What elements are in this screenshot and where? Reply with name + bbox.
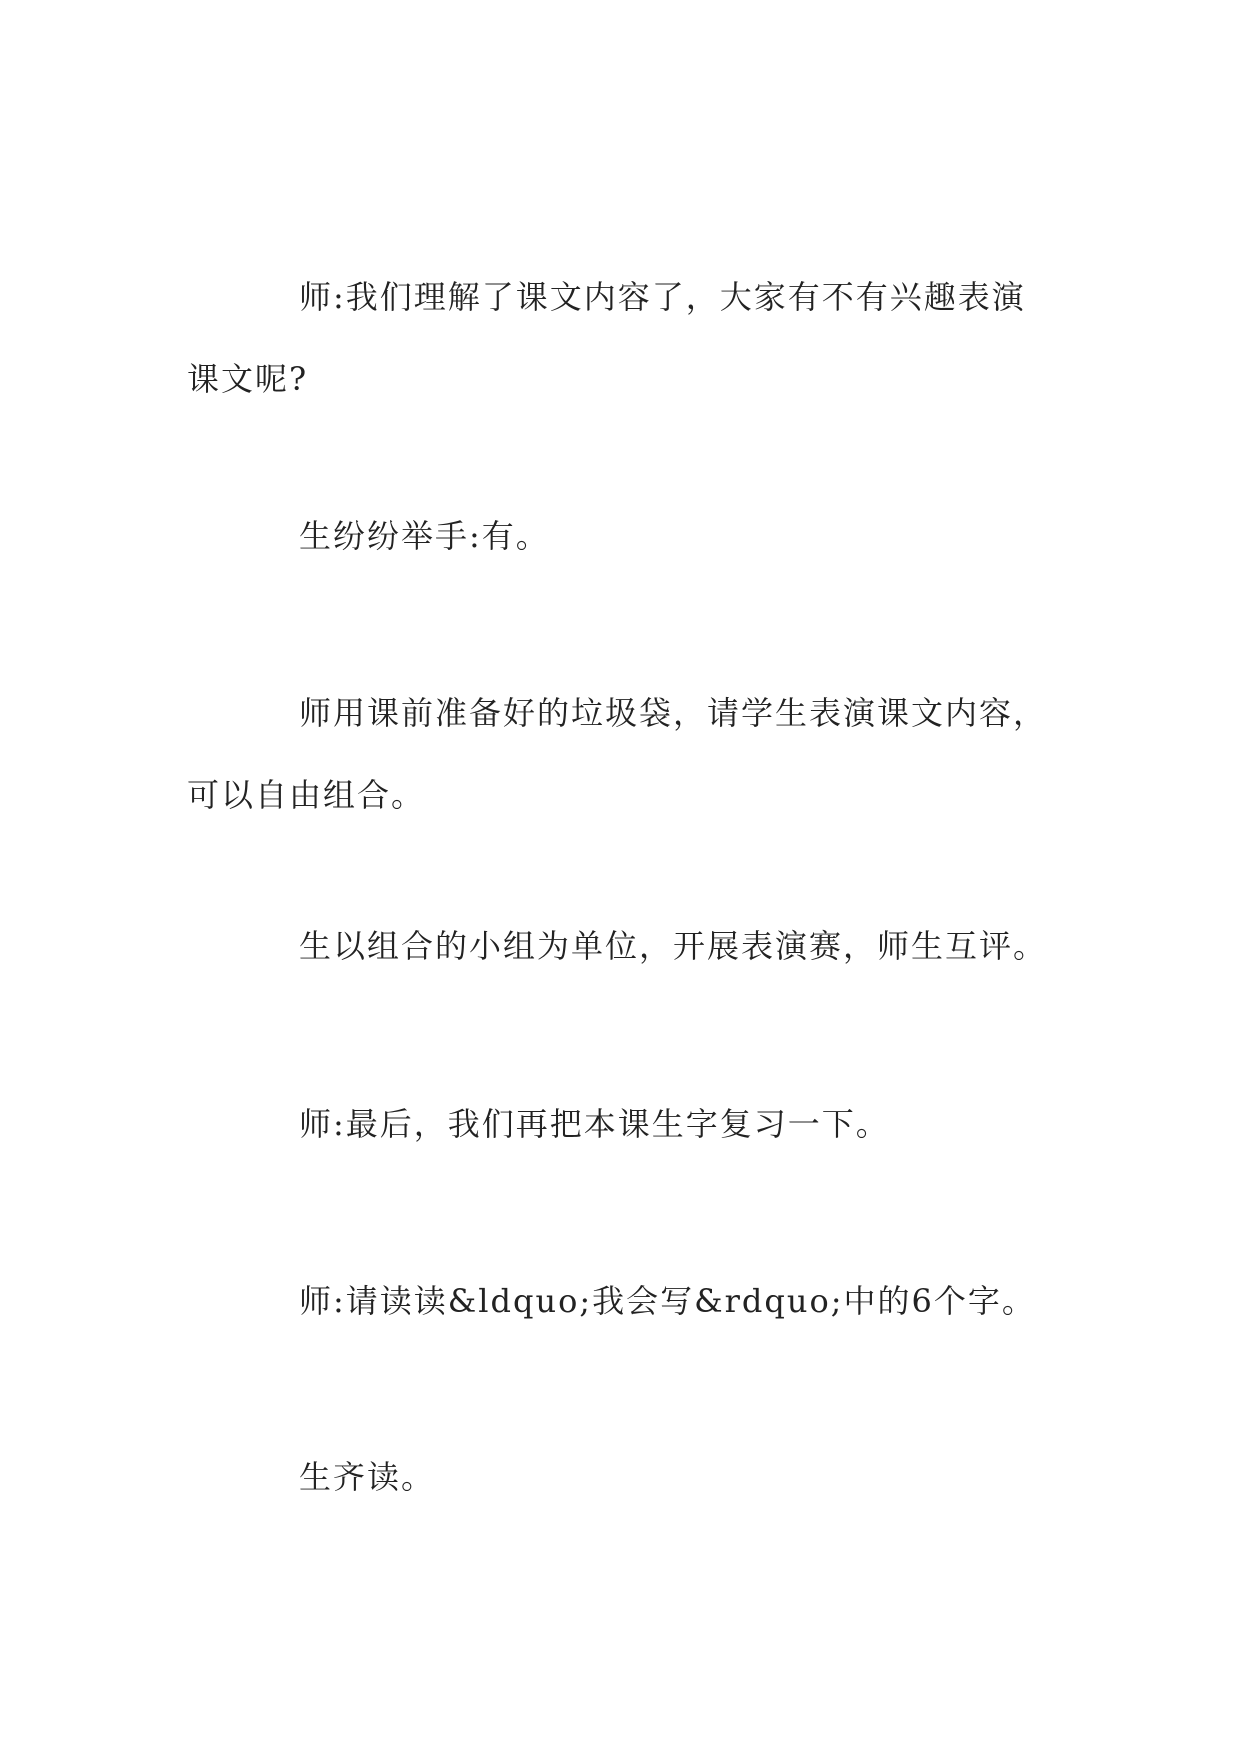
paragraph-teacher-garbage-bags: 师用课前准备好的垃圾袋，请学生表演课文内容，可以自由组合。 <box>187 694 1048 814</box>
paragraph-students-raise-hands: 生纷纷举手:有。 <box>299 517 550 555</box>
paragraph-teacher-invite-performance: 师:我们理解了课文内容了，大家有不有兴趣表演课文呢? <box>187 278 1026 398</box>
paragraph-read-six-characters: 师:请读读&ldquo;我会写&rdquo;中的6个字。 <box>299 1282 1036 1320</box>
paragraph-group-performance: 生以组合的小组为单位，开展表演赛，师生互评。 <box>299 927 1048 965</box>
paragraph-students-read-together: 生齐读。 <box>299 1458 436 1496</box>
paragraph-review-characters: 师:最后，我们再把本课生字复习一下。 <box>299 1105 890 1143</box>
